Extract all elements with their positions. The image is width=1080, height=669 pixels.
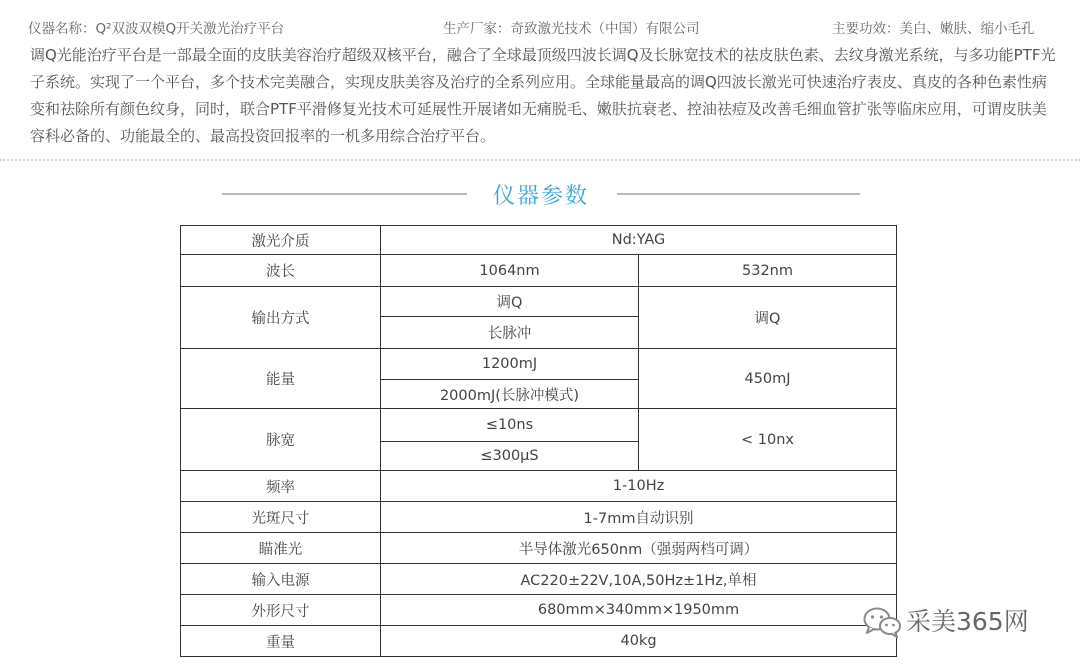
table-row: [181, 226, 897, 255]
row-value: < 10nx: [639, 409, 897, 471]
title-rule-right: [617, 193, 860, 195]
row-label: 波长: [181, 255, 381, 287]
title-rule-left: [222, 193, 467, 195]
row-value: 2000mJ(长脉冲模式): [381, 380, 639, 409]
table-row: [181, 533, 897, 564]
table-row: [181, 471, 897, 502]
main-efficacy: 主要功效：美白、嫩肤、缩小毛孔: [832, 21, 1035, 37]
row-value: 450mJ: [639, 349, 897, 409]
table-row: [181, 349, 897, 380]
table-row: [181, 409, 897, 442]
watermark: [862, 603, 1062, 643]
row-label: 能量: [181, 349, 381, 409]
row-label: 外形尺寸: [181, 595, 381, 626]
row-value: 1-10Hz: [381, 471, 897, 502]
row-value: ≤10ns: [381, 409, 639, 442]
row-value: 680mm×340mm×1950mm: [381, 595, 897, 626]
row-value: 1064nm: [381, 255, 639, 287]
row-value: 1200mJ: [381, 349, 639, 380]
watermark-text: 采美365网: [906, 607, 1029, 636]
table-row: [181, 287, 897, 317]
row-value: ≤300μS: [381, 442, 639, 471]
device-info-bar: [0, 17, 1080, 37]
row-value: 调Q: [639, 287, 897, 349]
row-value: 调Q: [381, 287, 639, 317]
row-label: 光斑尺寸: [181, 502, 381, 533]
row-value: 半导体激光650nm（强弱两档可调）: [381, 533, 897, 564]
table-row: [181, 626, 897, 657]
row-label: 输入电源: [181, 564, 381, 595]
row-value: 1-7mm自动识别: [381, 502, 897, 533]
table-row: [181, 564, 897, 595]
row-label: 瞄准光: [181, 533, 381, 564]
table-row: [181, 255, 897, 287]
row-value: Nd:YAG: [381, 226, 897, 255]
device-description: 调Q光能治疗平台是一部最全面的皮肤美容治疗超级双核平台，融合了全球最顶级四波长调Q及长脉宽技术的祛皮肤色素、去纹身激光系统，与多功能PTF光子系统。实现了一个平台，多个技术完美融合，实现皮肤美容及治疗的全系列应用。全球能量最高的调Q四波长激光可快速治疗表皮、真皮的各种色素性病变和祛除所有颜色纹身，同时，联合PTF平滑修复光技术可延展性开展诸如无痛脱毛、嫩肤抗衰老、控油祛痘及改善毛细血管扩张等临床应用，可谓皮肤美容科必备的、功能最全的、最高投资回报率的一机多用综合治疗平台。: [30, 46, 1056, 145]
row-label: 激光介质: [181, 226, 381, 255]
row-value: 532nm: [639, 255, 897, 287]
row-label: 脉宽: [181, 409, 381, 471]
row-value: 长脉冲: [381, 317, 639, 349]
parameters-table: [180, 225, 897, 657]
device-name: 仪器名称：Q²双波双模Q开关激光治疗平台: [28, 21, 285, 37]
row-label: 重量: [181, 626, 381, 657]
manufacturer: 生产厂家：奇致激光技术（中国）有限公司: [443, 21, 700, 37]
row-label: 输出方式: [181, 287, 381, 349]
row-value: 40kg: [381, 626, 897, 657]
section-title: 仪器参数: [492, 184, 589, 209]
row-value: AC220±22V,10A,50Hz±1Hz,单相: [381, 564, 897, 595]
dotted-divider: [0, 159, 1080, 161]
row-label: 频率: [181, 471, 381, 502]
table-row: [181, 595, 897, 626]
table-row: [181, 502, 897, 533]
wechat-icon: [862, 606, 902, 638]
